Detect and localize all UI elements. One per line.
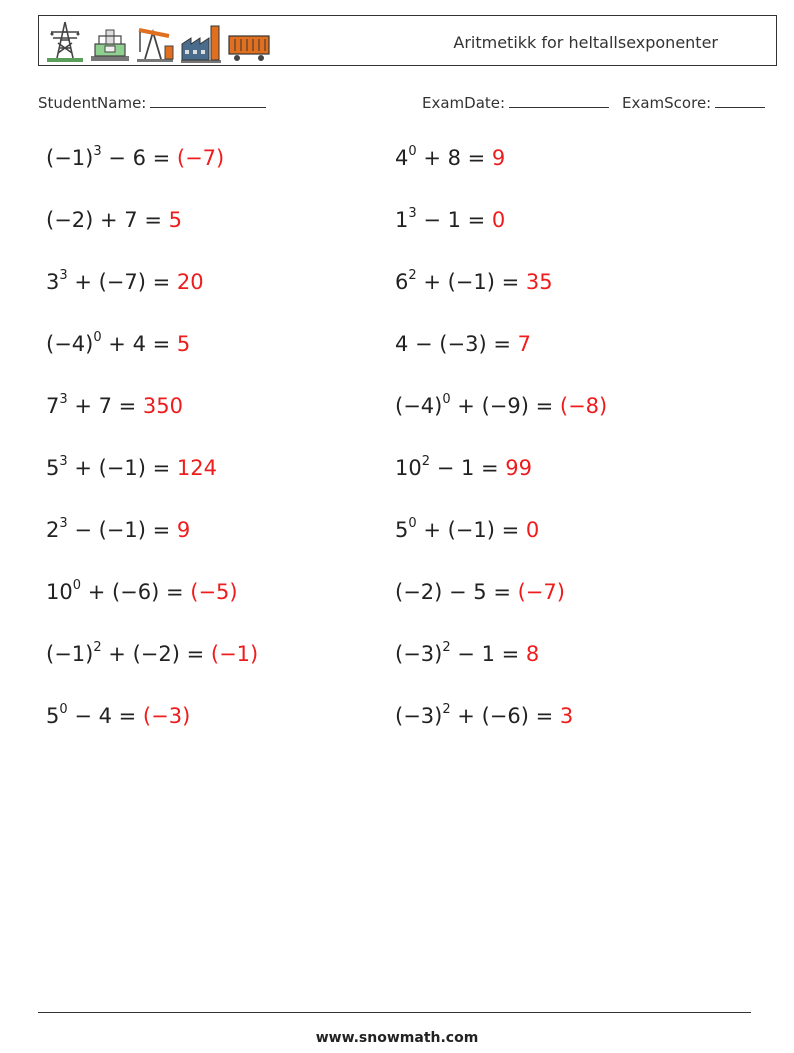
problem-exponent: 2	[442, 640, 451, 655]
problem-item	[395, 332, 531, 356]
student-name-label: StudentName:	[38, 94, 147, 112]
student-name-field	[38, 93, 266, 112]
problem-base: 4	[395, 146, 409, 170]
worksheet-title: Aritmetikk for heltallsexponenter	[453, 33, 718, 52]
problem-exponent: 2	[408, 268, 417, 283]
problem-answer: (−5)	[190, 580, 238, 604]
problem-item	[46, 580, 238, 604]
problem-base: 10	[46, 580, 73, 604]
header-box	[38, 15, 777, 66]
problem-item	[46, 270, 204, 294]
problem-exponent: 2	[93, 640, 102, 655]
power-pylon-icon	[45, 20, 85, 64]
problem-exponent: 0	[93, 330, 102, 345]
header-icons	[45, 20, 271, 64]
student-name-blank[interactable]	[150, 93, 266, 108]
factory-icon	[179, 20, 223, 64]
problem-item	[395, 208, 505, 232]
problem-answer: (−3)	[142, 704, 191, 728]
problem-item	[395, 704, 573, 728]
problem-exponent: 3	[59, 392, 68, 407]
problem-item	[395, 642, 539, 666]
problem-base: (−4)	[395, 394, 443, 418]
exam-date-field	[422, 93, 609, 112]
problem-rest: + 8 =	[416, 146, 492, 170]
problem-item	[395, 394, 607, 418]
problem-item	[46, 456, 217, 480]
problem-answer: 5	[168, 208, 182, 232]
exam-date-blank[interactable]	[509, 93, 609, 108]
problem-item	[46, 642, 258, 666]
problem-base: (−4)	[46, 332, 94, 356]
problem-rest: + (−1) =	[416, 270, 526, 294]
problem-item	[395, 270, 553, 294]
problem-rest: + (−1) =	[67, 456, 177, 480]
problem-base: 10	[395, 456, 422, 480]
problem-rest: − 6 =	[101, 146, 177, 170]
footer-url: www.snowmath.com	[315, 1030, 479, 1046]
exam-date-label: ExamDate:	[422, 94, 506, 112]
problem-answer: 9	[176, 518, 191, 542]
problem-item	[395, 146, 505, 170]
problem-base: 5	[395, 518, 409, 542]
problem-exponent: 3	[59, 454, 68, 469]
problem-exponent: 0	[442, 392, 451, 407]
problem-exponent: 0	[408, 516, 417, 531]
problem-answer: 20	[176, 270, 204, 294]
problem-answer: 124	[176, 456, 217, 480]
problem-base: 4 − (−3) =	[395, 332, 518, 356]
problem-item	[46, 208, 182, 232]
problem-answer: (−7)	[517, 580, 565, 604]
problem-rest: + (−6) =	[81, 580, 191, 604]
problem-answer: 8	[525, 642, 540, 666]
footer-divider	[38, 1012, 751, 1013]
exam-score-field	[622, 93, 765, 112]
problem-base: 3	[46, 270, 60, 294]
freight-wagon-icon	[227, 20, 271, 64]
problem-item	[395, 518, 539, 542]
problem-rest: + (−9) =	[450, 394, 560, 418]
problem-rest: − 1 =	[416, 208, 492, 232]
problem-item	[46, 394, 183, 418]
problem-exponent: 0	[408, 144, 417, 159]
problem-base: 1	[395, 208, 409, 232]
problem-answer: 5	[176, 332, 191, 356]
problem-base: 6	[395, 270, 409, 294]
problem-rest: + 7 =	[67, 394, 143, 418]
problem-base: (−1)	[46, 146, 94, 170]
problem-rest: − 1 =	[430, 456, 506, 480]
problem-base: (−3)	[395, 642, 443, 666]
problem-answer: (−1)	[210, 642, 259, 666]
problem-answer: 9	[491, 146, 506, 170]
problem-base: 5	[46, 704, 60, 728]
problem-base: 5	[46, 456, 60, 480]
problem-answer: 0	[525, 518, 540, 542]
problem-answer: 35	[525, 270, 553, 294]
problem-answer: 7	[517, 332, 531, 356]
problem-exponent: 3	[59, 268, 68, 283]
problem-rest: + (−6) =	[450, 704, 560, 728]
problem-answer: 0	[491, 208, 506, 232]
substation-icon	[89, 20, 131, 64]
problem-rest: + (−1) =	[416, 518, 526, 542]
problem-item	[46, 704, 190, 728]
problem-item	[395, 456, 532, 480]
problem-base: 2	[46, 518, 60, 542]
problem-base: (−2) − 5 =	[395, 580, 518, 604]
problem-rest: − 4 =	[67, 704, 143, 728]
problem-answer: 99	[505, 456, 533, 480]
problem-rest: − 1 =	[450, 642, 526, 666]
problem-exponent: 0	[72, 578, 82, 593]
problem-item	[46, 332, 190, 356]
problem-exponent: 2	[421, 454, 431, 469]
exam-score-blank[interactable]	[715, 93, 765, 108]
problem-base: 7	[46, 394, 60, 418]
problem-item	[46, 146, 224, 170]
problem-answer: 3	[559, 704, 574, 728]
problem-base: (−1)	[46, 642, 94, 666]
problem-rest: − (−1) =	[67, 518, 177, 542]
problem-item	[46, 518, 190, 542]
problem-answer: (−7)	[176, 146, 225, 170]
problem-item	[395, 580, 565, 604]
problem-rest: + 4 =	[101, 332, 177, 356]
problem-rest: + (−7) =	[67, 270, 177, 294]
problem-exponent: 2	[442, 702, 451, 717]
problem-exponent: 3	[408, 206, 417, 221]
problem-base: (−3)	[395, 704, 443, 728]
oil-pump-icon	[135, 20, 175, 64]
problem-answer: (−8)	[559, 394, 608, 418]
problem-exponent: 3	[59, 516, 68, 531]
problem-base: (−2) + 7 =	[46, 208, 169, 232]
problem-exponent: 0	[59, 702, 68, 717]
problem-exponent: 3	[93, 144, 102, 159]
problem-answer: 350	[142, 394, 184, 418]
exam-score-label: ExamScore:	[622, 94, 712, 112]
problem-rest: + (−2) =	[101, 642, 211, 666]
